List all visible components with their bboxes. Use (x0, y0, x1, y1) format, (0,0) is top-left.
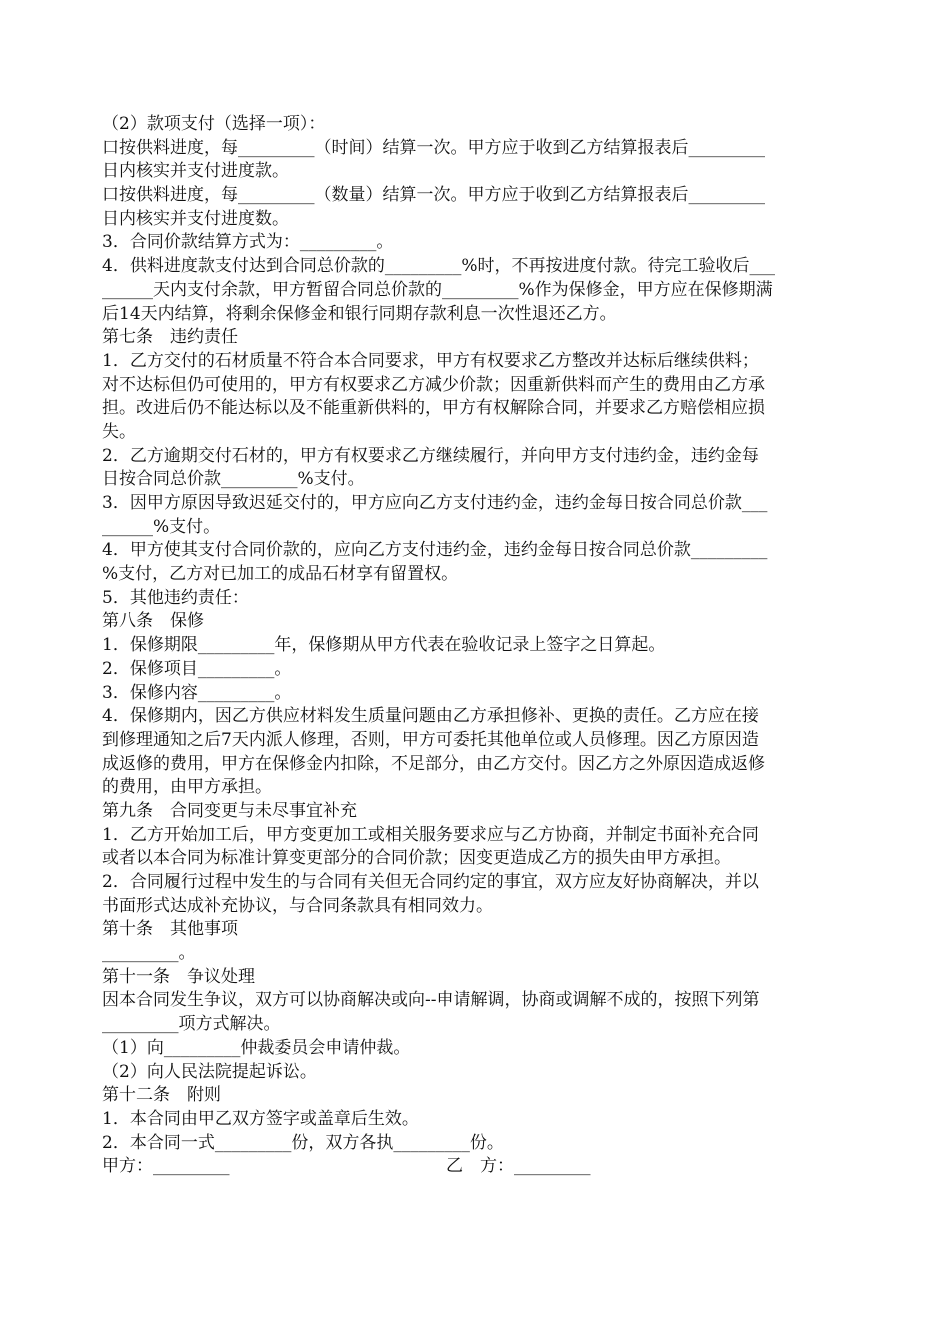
text-line: 2．本合同一式_________份，双方各执_________份。 (102, 1132, 504, 1153)
section-heading-article-11: 第十一条 争议处理 (102, 966, 255, 987)
text-line: 到修理通知之后7天内派人修理，否则，甲方可委托其他单位或人员修理。因乙方原因造 (102, 729, 759, 750)
party-a-signature: 甲方：_________ (102, 1156, 230, 1177)
text-line: 4．甲方使其支付合同价款的，应向乙方支付违约金，违约金每日按合同总价款_________ (102, 540, 768, 561)
text-line: 成返修的费用，甲方在保修金内扣除，不足部分，由乙方交付。因乙方之外原因造成返修 (102, 753, 765, 774)
text-line: 日内核实并支付进度数。 (102, 208, 289, 229)
text-line: 1．本合同由甲乙双方签字或盖章后生效。 (102, 1108, 419, 1129)
contract-page (102, 113, 850, 1179)
text-line: _________项方式解决。 (102, 1014, 281, 1035)
section-heading-article-12: 第十二条 附则 (102, 1085, 221, 1106)
text-line: 1．乙方交付的石材质量不符合本合同要求，甲方有权要求乙方整改并达标后继续供料； (102, 350, 759, 371)
text-line: ______天内支付余款，甲方暂留合同总价款的_________%作为保修金，甲方应在保修期满 (102, 279, 773, 300)
text-line: _________。 (102, 943, 196, 964)
text-line: 3．因甲方原因导致迟延交付的，甲方应向乙方支付违约金，违约金每日按合同总价款___ (102, 493, 768, 513)
section-heading-article-7: 第七条 违约责任 (102, 327, 238, 348)
text-line: 后14天内结算，将剩余保修金和银行同期存款利息一次性退还乙方。 (102, 303, 617, 324)
text-line: 因本合同发生争议，双方可以协商解决或向--申请解调，协商或调解不成的，按照下列第 (102, 990, 760, 1011)
text-line: 1．保修期限_________年，保修期从甲方代表在验收记录上签字之日算起。 (102, 635, 666, 656)
text-line: 失。 (102, 421, 136, 442)
text-line: 的费用，由甲方承担。 (102, 777, 272, 798)
text-line: 3．合同价款结算方式为：_________。 (102, 232, 394, 253)
text-line: 2．保修项目_________。 (102, 658, 292, 679)
text-line: 4．供料进度款支付达到合同总价款的_________%时，不再按进度付款。待完工验收后___ (102, 256, 775, 277)
section-heading-article-10: 第十条 其他事项 (102, 919, 238, 940)
text-line: 或者以本合同为标准计算变更部分的合同价款；因变更造成乙方的损失由甲方承担。 (102, 848, 731, 869)
text-line: （2）向人民法院提起诉讼。 (102, 1061, 317, 1082)
signature-row (102, 1155, 850, 1179)
text-line: %支付，乙方对已加工的成品石材享有留置权。 (102, 564, 459, 585)
text-line: 4．保修期内，因乙方供应材料发生质量问题由乙方承担修补、更换的责任。乙方应在接 (102, 706, 759, 727)
text-line: 书面形式达成补充协议，与合同条款具有相同效力。 (102, 895, 493, 916)
text-line: 2．乙方逾期交付石材的，甲方有权要求乙方继续履行，并向甲方支付违约金，违约金每 (102, 445, 759, 466)
text-line: 3．保修内容_________。 (102, 682, 292, 703)
text-line: ______%支付。 (102, 516, 221, 537)
text-line: （1）向_________仲裁委员会申请仲裁。 (102, 1037, 411, 1058)
text-line: 担。改进后仍不能达标以及不能重新供料的，甲方有权解除合同，并要求乙方赔偿相应损 (102, 398, 765, 419)
text-line: 日按合同总价款_________%支付。 (102, 469, 365, 490)
text-line: 日内核实并支付进度款。 (102, 161, 289, 182)
section-heading-article-8: 第八条 保修 (102, 611, 204, 632)
text-line: 2．合同履行过程中发生的与合同有关但无合同约定的事宜，双方应友好协商解决，并以 (102, 872, 759, 892)
text-line: 5．其他违约责任： (102, 587, 249, 608)
text-line: 对不达标但仍可使用的，甲方有权要求乙方减少价款；因重新供料而产生的费用由乙方承 (102, 374, 765, 395)
text-line: 口按供料进度，每_________（时间）结算一次。甲方应于收到乙方结算报表后_________ (102, 137, 765, 158)
text-line: （2）款项支付（选择一项）： (102, 114, 326, 134)
section-heading-article-9: 第九条 合同变更与未尽事宜补充 (102, 800, 357, 821)
text-line: 口按供料进度，每_________（数量）结算一次。甲方应于收到乙方结算报表后_________ (102, 185, 765, 206)
text-line: 1．乙方开始加工后，甲方变更加工或相关服务要求应与乙方协商，并制定书面补充合同 (102, 824, 759, 845)
party-b-signature: 乙 方：_________ (446, 1156, 591, 1177)
